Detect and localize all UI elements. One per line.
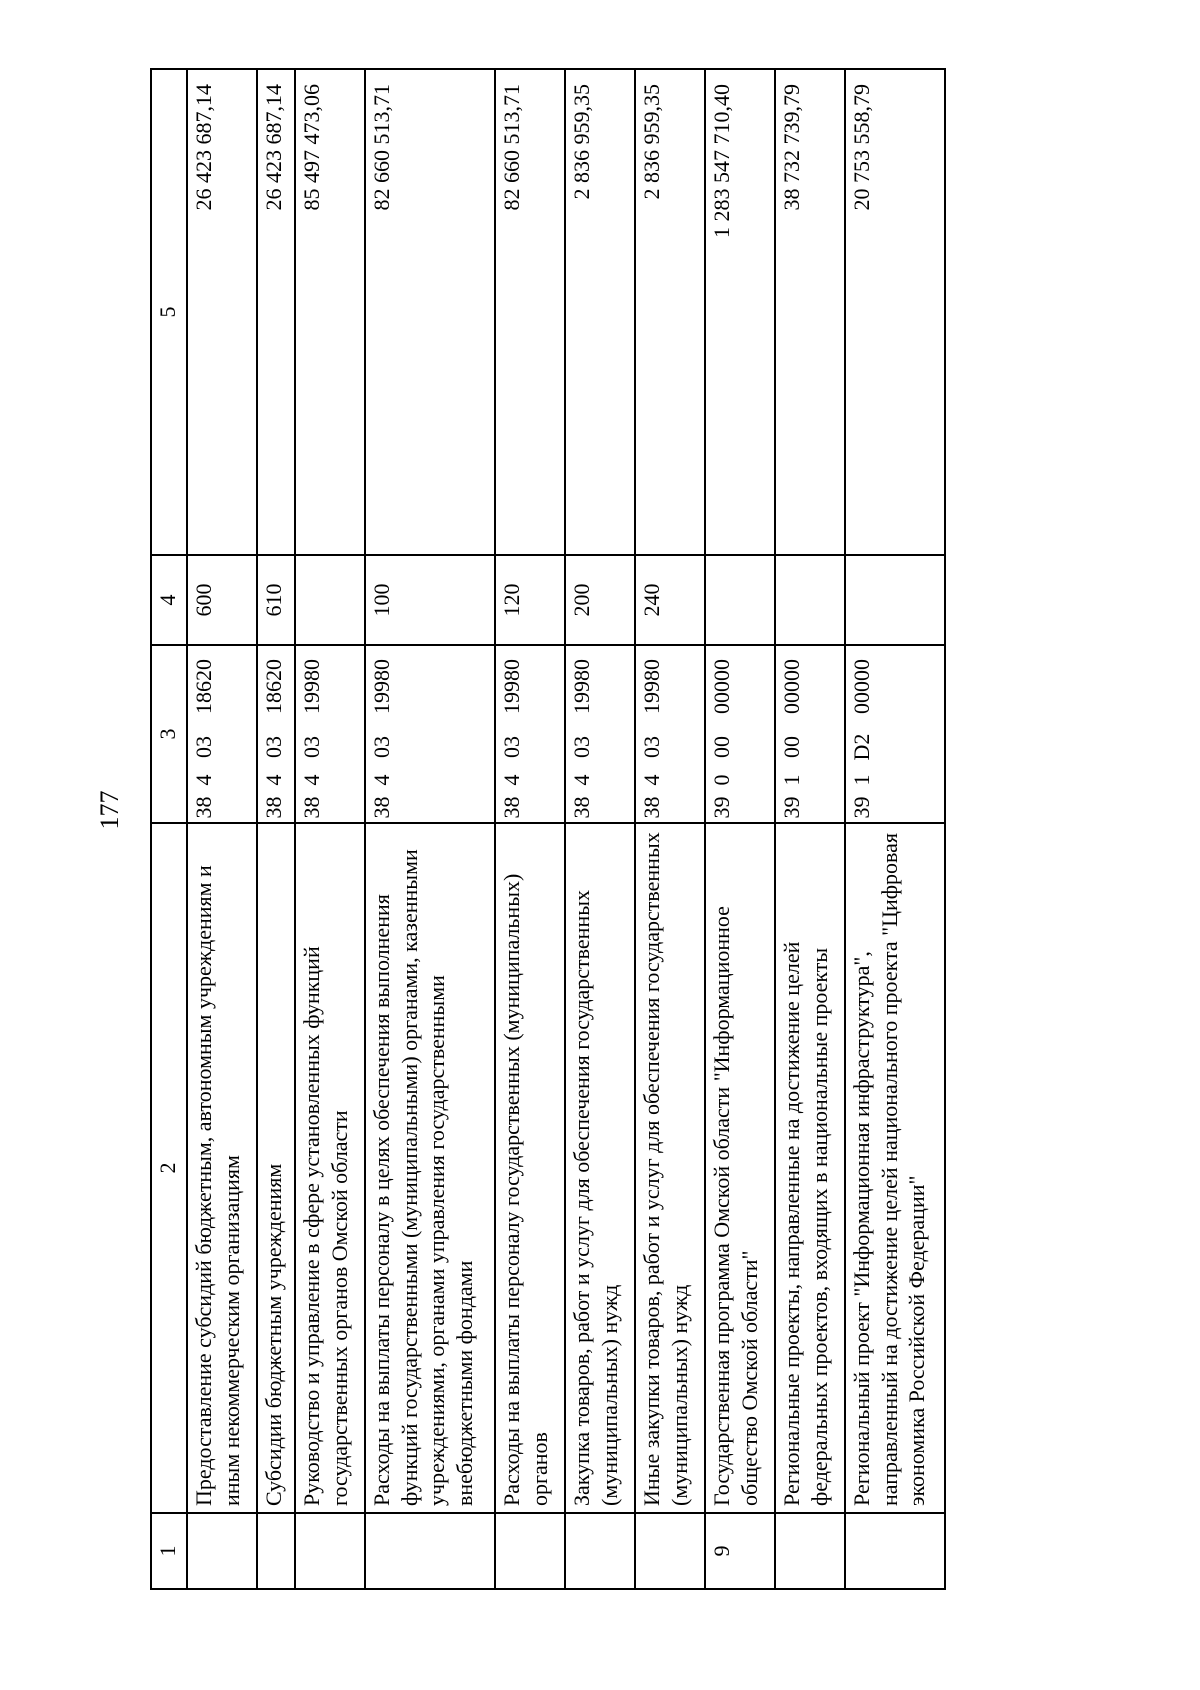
header-row xyxy=(151,69,187,1589)
row-name: Иные закупки товаров, работ и услуг для обеспечения государственных (муниципальных) нужд xyxy=(635,823,705,1513)
amount: 26 423 687,14 xyxy=(257,69,295,555)
row-name: Руководство и управление в сфере установленных функций государственных органов Омской области xyxy=(295,823,365,1513)
code-subprogram: 4 xyxy=(495,767,565,793)
table-row xyxy=(635,69,705,1589)
table-row xyxy=(187,69,257,1589)
amount: 85 497 473,06 xyxy=(295,69,365,555)
row-name: Расходы на выплаты персоналу в целях обеспечения выполнения функций государственными (муниципальными) органами, казенными учреждениями, органами управления государственными внебюджетными фондами xyxy=(365,823,495,1513)
amount: 2 836 959,35 xyxy=(565,69,635,555)
row-number xyxy=(495,1513,565,1589)
table-row xyxy=(365,69,495,1589)
table-row xyxy=(775,69,845,1589)
row-number xyxy=(295,1513,365,1589)
code-main-event: 03 xyxy=(565,727,635,767)
row-name: Субсидии бюджетным учреждениям xyxy=(257,823,295,1513)
code-subprogram: 4 xyxy=(565,767,635,793)
header-col-5: 5 xyxy=(151,69,187,555)
row-name: Региональный проект "Информационная инфраструктура", направленный на достижение целей национального проекта "Цифровая экономика Российской Федерации" xyxy=(845,823,945,1513)
code-subprogram: 4 xyxy=(635,767,705,793)
budget-table xyxy=(150,68,946,1590)
table-row xyxy=(295,69,365,1589)
code-subprogram: 4 xyxy=(365,767,495,793)
row-number xyxy=(187,1513,257,1589)
expense-type: 600 xyxy=(187,555,257,645)
code-program: 39 xyxy=(775,793,845,823)
code-program: 38 xyxy=(565,793,635,823)
row-number xyxy=(635,1513,705,1589)
header-col-3: 3 xyxy=(151,645,187,823)
table-row xyxy=(845,69,945,1589)
code-main-event: 03 xyxy=(635,727,705,767)
expense-type: 610 xyxy=(257,555,295,645)
expense-type: 200 xyxy=(565,555,635,645)
amount: 2 836 959,35 xyxy=(635,69,705,555)
row-name: Закупка товаров, работ и услуг для обеспечения государственных (муниципальных) нужд xyxy=(565,823,635,1513)
header-col-4: 4 xyxy=(151,555,187,645)
code-main-event: 03 xyxy=(187,727,257,767)
code-program: 39 xyxy=(845,793,945,823)
page-number: 177 xyxy=(95,790,124,830)
amount: 82 660 513,71 xyxy=(365,69,495,555)
code-program: 38 xyxy=(187,793,257,823)
code-main-event: 03 xyxy=(495,727,565,767)
amount: 20 753 558,79 xyxy=(845,69,945,555)
expense-type: 120 xyxy=(495,555,565,645)
code-direction: 19980 xyxy=(565,645,635,727)
code-program: 38 xyxy=(365,793,495,823)
code-main-event: 03 xyxy=(257,727,295,767)
row-name: Региональные проекты, направленные на достижение целей федеральных проектов, входящих в национальные проекты xyxy=(775,823,845,1513)
code-subprogram: 4 xyxy=(187,767,257,793)
code-main-event: 00 xyxy=(775,727,845,767)
row-name: Государственная программа Омской области "Информационное общество Омской области" xyxy=(705,823,775,1513)
code-direction: 18620 xyxy=(257,645,295,727)
budget-table-wrapper xyxy=(150,70,929,1590)
code-subprogram: 0 xyxy=(705,767,775,793)
code-main-event: D2 xyxy=(845,727,945,767)
code-program: 39 xyxy=(705,793,775,823)
code-main-event: 03 xyxy=(295,727,365,767)
code-direction: 00000 xyxy=(775,645,845,727)
table-row xyxy=(705,69,775,1589)
code-main-event: 03 xyxy=(365,727,495,767)
expense-type xyxy=(775,555,845,645)
amount: 82 660 513,71 xyxy=(495,69,565,555)
amount: 26 423 687,14 xyxy=(187,69,257,555)
code-direction: 19980 xyxy=(495,645,565,727)
code-subprogram: 4 xyxy=(257,767,295,793)
amount: 1 283 547 710,40 xyxy=(705,69,775,555)
expense-type xyxy=(705,555,775,645)
code-direction: 19980 xyxy=(635,645,705,727)
table-row xyxy=(257,69,295,1589)
row-number xyxy=(845,1513,945,1589)
code-subprogram: 4 xyxy=(295,767,365,793)
code-direction: 19980 xyxy=(295,645,365,727)
header-col-1: 1 xyxy=(151,1513,187,1589)
code-program: 38 xyxy=(635,793,705,823)
row-name: Расходы на выплаты персоналу государственных (муниципальных) органов xyxy=(495,823,565,1513)
code-direction: 18620 xyxy=(187,645,257,727)
row-number: 9 xyxy=(705,1513,775,1589)
table-row xyxy=(495,69,565,1589)
amount: 38 732 739,79 xyxy=(775,69,845,555)
row-number xyxy=(565,1513,635,1589)
code-program: 38 xyxy=(295,793,365,823)
code-main-event: 00 xyxy=(705,727,775,767)
expense-type xyxy=(845,555,945,645)
table-row xyxy=(565,69,635,1589)
code-program: 38 xyxy=(257,793,295,823)
code-program: 38 xyxy=(495,793,565,823)
row-name: Предоставление субсидий бюджетным, автономным учреждениям и иным некоммерческим организациям xyxy=(187,823,257,1513)
row-number xyxy=(257,1513,295,1589)
code-direction: 00000 xyxy=(845,645,945,727)
code-subprogram: 1 xyxy=(775,767,845,793)
expense-type: 100 xyxy=(365,555,495,645)
code-direction: 19980 xyxy=(365,645,495,727)
header-col-2: 2 xyxy=(151,823,187,1513)
code-subprogram: 1 xyxy=(845,767,945,793)
row-number xyxy=(775,1513,845,1589)
code-direction: 00000 xyxy=(705,645,775,727)
expense-type: 240 xyxy=(635,555,705,645)
row-number xyxy=(365,1513,495,1589)
expense-type xyxy=(295,555,365,645)
